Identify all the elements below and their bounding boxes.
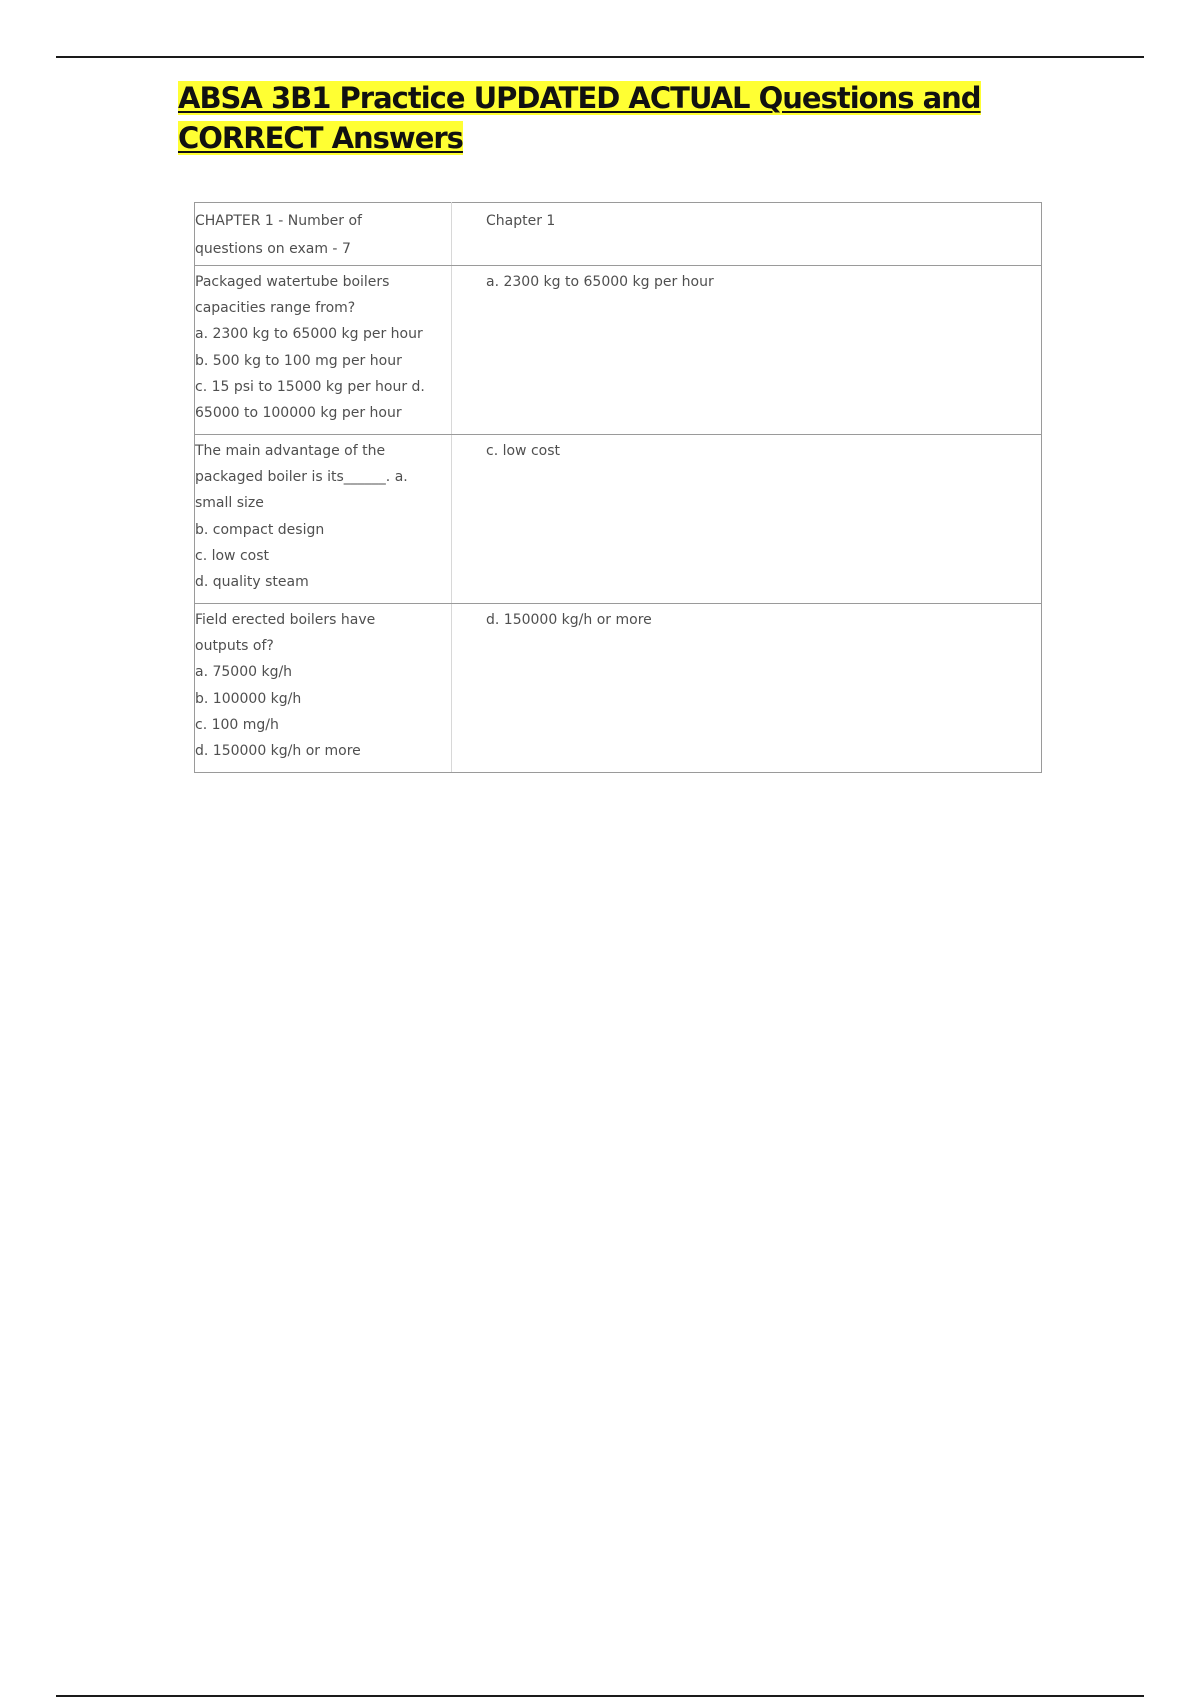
document-title-text: ABSA 3B1 Practice UPDATED ACTUAL Questions and CORRECT Answers (178, 81, 981, 155)
table-row (195, 266, 1042, 435)
question-cell (195, 266, 452, 435)
document-title (178, 78, 1078, 158)
answer-cell (452, 266, 1042, 435)
table-row (195, 435, 1042, 604)
question-text: The main advantage of the packaged boiler is its______. a. small size b. compact design c. low cost d. quality steam (195, 443, 408, 591)
answer-text: d. 150000 kg/h or more (486, 612, 652, 628)
question-text: Packaged watertube boilers capacities range from? a. 2300 kg to 65000 kg per hour b. 500 kg to 100 mg per hour c. 15 psi to 15000 kg per hour d. 65000 to 100000 kg per hour (195, 274, 425, 422)
table-row (195, 604, 1042, 773)
bottom-rule (56, 1695, 1144, 1697)
question-text: CHAPTER 1 - Number of questions on exam - 7 (195, 213, 362, 257)
answer-text: c. low cost (486, 443, 560, 459)
answer-text: Chapter 1 (486, 213, 556, 229)
question-text: Field erected boilers have outputs of? a. 75000 kg/h b. 100000 kg/h c. 100 mg/h d. 150000 kg/h or more (195, 612, 376, 760)
question-cell (195, 203, 452, 266)
question-cell (195, 604, 452, 773)
answer-cell (452, 203, 1042, 266)
answer-text: a. 2300 kg to 65000 kg per hour (486, 274, 714, 290)
question-cell (195, 435, 452, 604)
table-row (195, 203, 1042, 266)
answer-cell (452, 604, 1042, 773)
top-rule (56, 56, 1144, 58)
qa-table (194, 202, 1042, 773)
answer-cell (452, 435, 1042, 604)
